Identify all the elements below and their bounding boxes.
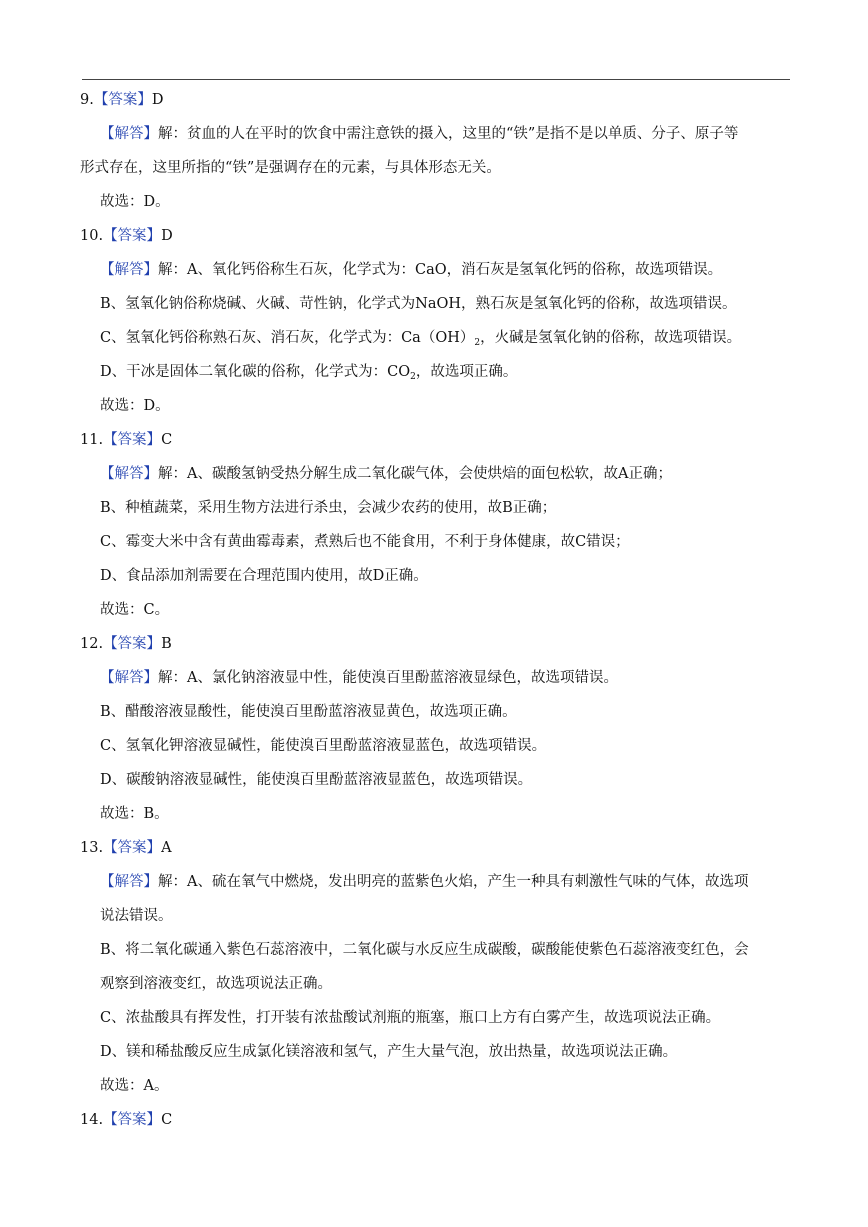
analysis-text: ，火碱是氢氧化钠的俗称，故选项错误。 [480,330,742,346]
analysis-line: 说法错误。 [100,908,173,924]
analysis-line: C、霉变大米中含有黄曲霉毒素，煮熟后也不能食用，不利于身体健康，故C错误； [100,534,630,550]
analysis-line: 形式存在，这里所指的“铁”是强调存在的元素，与具体形态无关。 [80,160,501,176]
question-number: 10. [80,228,104,244]
answer-tag: 【答案】 [93,92,152,108]
answer-line-10 [80,226,173,246]
answer-value: C [161,1112,173,1128]
analysis-line: B、将二氧化碳通入紫色石蕊溶液中，二氧化碳与水反应生成碳酸，碳酸能使紫色石蕊溶液变红色，会 [100,942,749,958]
analysis-text: 解：A、硫在氧气中燃烧，发出明亮的蓝紫色火焰，产生一种具有刺激性气味的气体，故选项 [158,874,749,890]
analysis-line [100,124,738,144]
analysis-line: C、氢氧化钾溶液显碱性，能使溴百里酚蓝溶液显蓝色，故选项错误。 [100,738,547,754]
answer-tag: 【答案】 [103,840,162,856]
analysis-tag: 【解答】 [100,126,158,142]
answer-value: D [151,92,164,108]
answer-line-14 [80,1110,172,1130]
subscript: 2 [410,372,416,382]
analysis-text: 解：A、氯化钠溶液显中性，能使溴百里酚蓝溶液显绿色，故选项错误。 [158,670,618,686]
analysis-line: D、镁和稀盐酸反应生成氯化镁溶液和氢气，产生大量气泡，放出热量，故选项说法正确。 [100,1044,678,1060]
subscript: 2 [474,338,481,348]
analysis-text: D、干冰是固体二氧化碳的俗称，化学式为：CO [100,364,411,380]
answer-value: B [161,636,172,652]
question-number: 11. [80,432,104,448]
question-number: 9. [80,92,94,108]
header-rule [82,79,790,80]
analysis-line [100,668,618,688]
question-number: 14. [80,1112,104,1128]
answer-line-13 [80,838,172,858]
conclusion-line: 故选：D。 [100,398,170,414]
conclusion-line: 故选：C。 [100,602,170,618]
answer-tag: 【答案】 [103,432,162,448]
answer-tag: 【答案】 [103,636,162,652]
analysis-line [100,260,722,280]
answer-line-12 [80,634,172,654]
analysis-text: 解：贫血的人在平时的饮食中需注意铁的摄入，这里的“铁”是指不是以单质、分子、原子等 [158,126,739,142]
analysis-text: C、氢氧化钙俗称熟石灰、消石灰，化学式为：Ca（OH） [100,330,475,346]
analysis-line: D、食品添加剂需要在合理范围内使用，故D正确。 [100,568,428,584]
analysis-line: B、氢氧化钠俗称烧碱、火碱、苛性钠，化学式为NaOH，熟石灰是氢氧化钙的俗称，故选项错误。 [100,296,737,312]
analysis-line [100,464,672,484]
analysis-line: B、种植蔬菜，采用生物方法进行杀虫，会减少农药的使用，故B正确； [100,500,557,516]
analysis-text: 解：A、碳酸氢钠受热分解生成二氧化碳气体，会使烘焙的面包松软，故A正确； [158,466,672,482]
answer-tag: 【答案】 [103,1112,162,1128]
answer-line-9 [80,90,163,110]
answer-tag: 【答案】 [103,228,162,244]
analysis-tag: 【解答】 [100,466,158,482]
analysis-line: B、醋酸溶液显酸性，能使溴百里酚蓝溶液显黄色，故选项正确。 [100,704,517,720]
answer-line-11 [80,430,172,450]
answer-value: C [161,432,173,448]
question-number: 12. [80,636,104,652]
analysis-text: 解：A、氧化钙俗称生石灰，化学式为：CaO，消石灰是氢氧化钙的俗称，故选项错误。 [158,262,723,278]
question-number: 13. [80,840,104,856]
analysis-tag: 【解答】 [100,262,158,278]
answer-value: A [161,840,172,856]
analysis-line [100,362,517,382]
analysis-tag: 【解答】 [100,874,158,890]
analysis-line [100,872,748,892]
conclusion-line: 故选：B。 [100,806,169,822]
analysis-line [100,328,741,348]
analysis-line: 观察到溶液变红，故选项说法正确。 [100,976,332,992]
analysis-line: C、浓盐酸具有挥发性，打开装有浓盐酸试剂瓶的瓶塞，瓶口上方有白雾产生，故选项说法正确。 [100,1010,721,1026]
analysis-line: D、碳酸钠溶液显碱性，能使溴百里酚蓝溶液显蓝色，故选项错误。 [100,772,533,788]
conclusion-line: 故选：A。 [100,1078,169,1094]
analysis-tag: 【解答】 [100,670,158,686]
analysis-text: ，故选项正确。 [415,364,518,380]
answer-value: D [161,228,173,244]
conclusion-line: 故选：D。 [100,194,170,210]
